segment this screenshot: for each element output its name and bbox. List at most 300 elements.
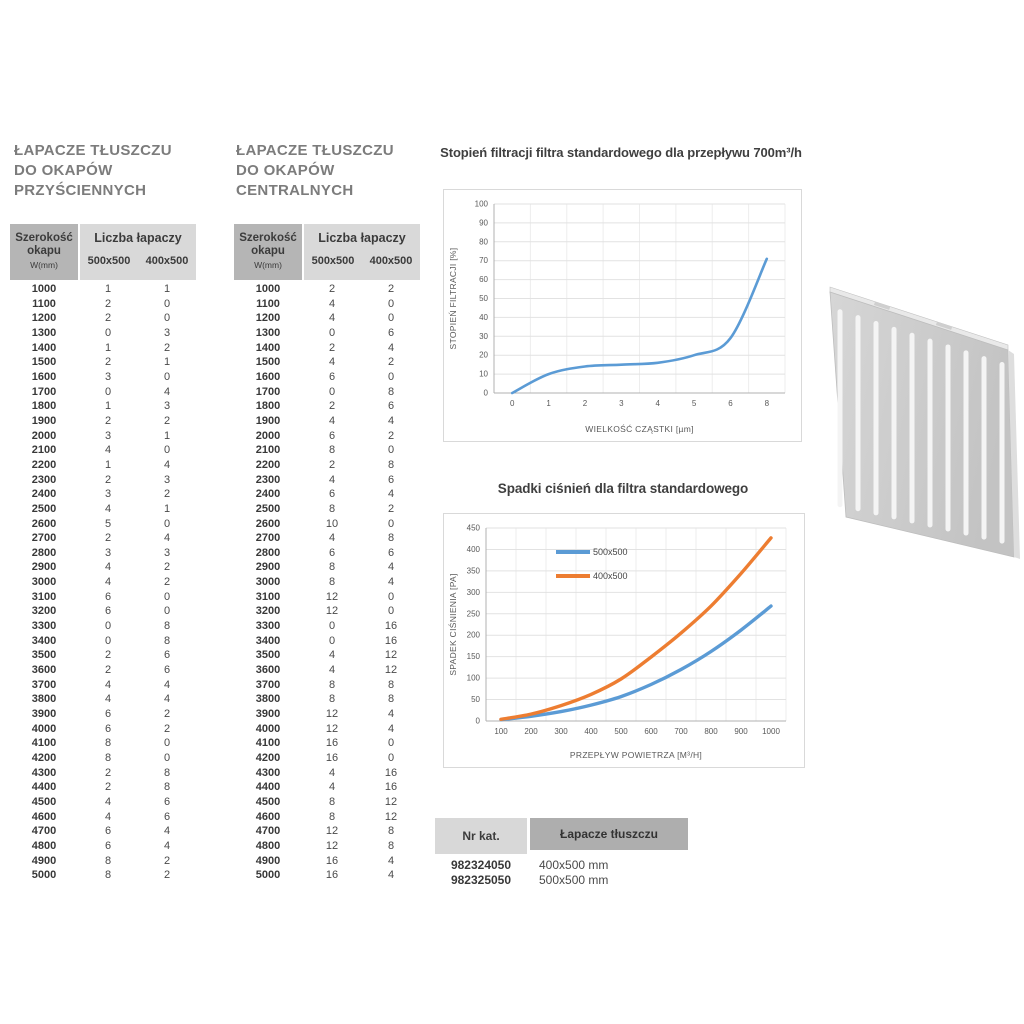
table-cell: 3800 [255, 693, 281, 706]
table-cell: 2 [328, 458, 336, 471]
table-cell: 2800 [255, 546, 281, 559]
table-row [234, 824, 420, 839]
table-row [234, 282, 420, 297]
table-cell: 4 [104, 795, 112, 808]
table-cell: 3 [104, 429, 112, 442]
table-cell: 4 [328, 473, 336, 486]
table-cell: 0 [163, 752, 171, 764]
table-row [10, 575, 196, 590]
catalog-table [435, 818, 691, 888]
table-cell: 2 [328, 341, 336, 354]
table-cell: 1 [104, 458, 112, 471]
table-cell: 4 [104, 444, 112, 457]
table-cell: 4 [104, 810, 112, 823]
table-cell: 0 [163, 297, 171, 310]
table-cell: 4 [387, 488, 395, 501]
table-cell: 5000 [255, 869, 281, 882]
grease-filter-panel-svg [818, 266, 1024, 566]
table-cell: 0 [387, 370, 395, 383]
table-cell: 3700 [255, 678, 281, 691]
table-cell: 982324050 [450, 858, 512, 872]
x-tick-label: 600 [644, 727, 658, 736]
panel-slot [910, 333, 915, 524]
table-cell: 3000 [31, 576, 57, 589]
table-cell: 5 [104, 517, 112, 530]
table-cell: 4 [387, 576, 395, 589]
table-row [10, 560, 196, 575]
x-tick-label: 1000 [762, 727, 780, 736]
table-cell: 1500 [255, 356, 281, 369]
table-row [234, 399, 420, 414]
table-cell: 8 [163, 781, 171, 794]
table-cell: 982325050 [450, 873, 512, 887]
table-cell: 10 [325, 517, 339, 530]
table-row [10, 868, 196, 883]
table-cell: 1 [163, 502, 171, 515]
table-row [234, 678, 420, 693]
table-cell: 2 [104, 532, 112, 545]
wall-table-rows [10, 282, 196, 883]
table-cell: 4100 [31, 737, 57, 750]
table-cell: 0 [163, 590, 171, 603]
table-cell: 4 [387, 414, 395, 427]
filtration-chart-title: Stopień filtracji filtra standardowego dla przepływu 700m³/h [440, 145, 802, 160]
table-row [10, 619, 196, 634]
table-cell: 4 [104, 678, 112, 691]
table-cell: 1400 [255, 341, 281, 354]
table-cell: 2 [387, 429, 395, 442]
table-cell: 2200 [31, 458, 57, 471]
table-cell: 0 [387, 297, 395, 310]
table-row [10, 326, 196, 341]
table-cell: 1300 [255, 326, 281, 339]
table-cell: 6 [104, 605, 112, 618]
y-tick-label: 80 [479, 237, 488, 247]
table-cell: 2 [163, 708, 171, 721]
table-cell: 4200 [255, 752, 281, 764]
table-cell: 16 [384, 620, 398, 633]
col-header-500x500: 500x500 [311, 255, 355, 267]
table-cell: 0 [387, 444, 395, 457]
table-cell: 6 [104, 839, 112, 852]
table-row [10, 824, 196, 839]
table-cell: 3900 [31, 708, 57, 721]
table-cell: 0 [104, 326, 112, 339]
table-cell: 2600 [31, 517, 57, 530]
table-cell: 1900 [255, 414, 281, 427]
table-cell: 3 [104, 370, 112, 383]
table-cell: 8 [328, 561, 336, 574]
table-cell: 8 [328, 444, 336, 457]
table-cell: 0 [163, 444, 171, 457]
table-cell: 6 [104, 825, 112, 838]
table-row [234, 648, 420, 663]
table-cell: 0 [163, 605, 171, 618]
table-cell: 16 [384, 766, 398, 779]
table-cell: 4 [163, 678, 171, 691]
table-row [234, 517, 420, 532]
table-row [10, 341, 196, 356]
table-cell: 0 [387, 605, 395, 618]
table-cell: 4 [163, 458, 171, 471]
table-row [10, 795, 196, 810]
table-cell: 12 [384, 649, 398, 662]
table-row [10, 648, 196, 663]
table-row [10, 751, 196, 766]
catalog-product-header: Łapacze tłuszczu [530, 818, 688, 850]
central-hoods-title [236, 141, 431, 201]
legend-label: 400x500 [593, 571, 628, 581]
panel-slot [928, 339, 933, 528]
y-tick-label: 400 [466, 544, 480, 554]
table-cell: 0 [387, 590, 395, 603]
table-cell: 4800 [31, 839, 57, 852]
table-cell: 2 [387, 356, 395, 369]
table-cell: 2 [104, 356, 112, 369]
table-cell: 1000 [31, 283, 57, 295]
table-cell: 16 [325, 737, 339, 750]
table-row [234, 473, 420, 488]
table-header [10, 224, 196, 280]
y-tick-label: 300 [466, 587, 480, 597]
table-cell: 8 [328, 576, 336, 589]
product-image-grease-filter [818, 266, 1024, 566]
table-cell: 8 [328, 678, 336, 691]
table-cell: 2 [104, 781, 112, 794]
table-cell: 3400 [255, 634, 281, 647]
y-tick-label: 250 [466, 609, 480, 619]
table-cell: 4 [163, 839, 171, 852]
table-cell: 8 [328, 810, 336, 823]
table-cell: 2400 [31, 488, 57, 501]
table-cell: 8 [328, 795, 336, 808]
table-cell: 4500 [31, 795, 57, 808]
table-cell: 3200 [255, 605, 281, 618]
table-row [234, 458, 420, 473]
table-cell: 4 [387, 561, 395, 574]
table-cell: 6 [328, 488, 336, 501]
table-cell: 3 [163, 400, 171, 413]
table-cell: 4300 [255, 766, 281, 779]
y-tick-label: 30 [479, 331, 488, 341]
table-cell: 2300 [31, 473, 57, 486]
table-row [234, 575, 420, 590]
table-cell: 2 [387, 502, 395, 515]
col-header-500x500: 500x500 [87, 255, 131, 267]
x-tick-label: 500 [614, 727, 628, 736]
table-row [234, 546, 420, 561]
table-cell: 3400 [31, 634, 57, 647]
table-row [435, 858, 691, 873]
table-cell: 2400 [255, 488, 281, 501]
table-cell: 4600 [31, 810, 57, 823]
table-row [10, 355, 196, 370]
table-cell: 2 [104, 649, 112, 662]
table-cell: 4 [104, 561, 112, 574]
table-row [234, 707, 420, 722]
x-tick-label: 8 [764, 399, 770, 408]
x-tick-label: 6 [728, 399, 733, 408]
x-axis-title: WIELKOŚĆ CZĄSTKI [µm] [585, 424, 694, 434]
table-cell: 500x500 mm [539, 873, 609, 887]
table-cell: 0 [328, 620, 336, 633]
table-cell: 8 [104, 752, 112, 764]
table-row [234, 604, 420, 619]
table-cell: 2 [163, 869, 171, 882]
table-row [10, 443, 196, 458]
table-cell: 2900 [31, 561, 57, 574]
table-cell: 3 [163, 473, 171, 486]
table-cell: 0 [104, 634, 112, 647]
table-row [234, 531, 420, 546]
table-cell: 16 [325, 869, 339, 882]
table-cell: 3200 [31, 605, 57, 618]
table-cell: 4 [163, 385, 171, 398]
x-axis-title: PRZEPŁYW POWIETRZA [M³/H] [569, 750, 703, 760]
y-tick-label: 50 [471, 695, 480, 705]
table-header [234, 224, 420, 280]
table-cell: 8 [104, 869, 112, 882]
table-row [10, 502, 196, 517]
table-cell: 2 [328, 283, 336, 295]
table-row [10, 517, 196, 532]
panel-slot [964, 350, 969, 535]
y-tick-label: 10 [479, 369, 488, 379]
table-row [10, 414, 196, 429]
table-cell: 3 [104, 488, 112, 501]
width-column-header [234, 224, 302, 280]
table-cell: 16 [325, 854, 339, 867]
table-cell: 4 [387, 854, 395, 867]
table-row [10, 458, 196, 473]
table-row [234, 619, 420, 634]
table-cell: 2 [387, 283, 395, 295]
table-cell: 2 [163, 722, 171, 735]
table-cell: 1200 [255, 312, 281, 325]
table-row [234, 722, 420, 737]
table-cell: 2700 [31, 532, 57, 545]
table-cell: 6 [328, 429, 336, 442]
table-cell: 6 [104, 590, 112, 603]
table-cell: 6 [104, 722, 112, 735]
table-cell: 8 [387, 678, 395, 691]
title-line: DO OKAPÓW [14, 162, 113, 179]
table-cell: 6 [163, 664, 171, 677]
table-cell: 4 [328, 532, 336, 545]
table-cell: 2 [104, 473, 112, 486]
table-cell: 1600 [255, 370, 281, 383]
table-cell: 16 [384, 634, 398, 647]
table-cell: 2500 [255, 502, 281, 515]
table-cell: 3300 [31, 620, 57, 633]
table-cell: 4 [387, 341, 395, 354]
table-cell: 1 [104, 283, 112, 295]
count-column-group [80, 224, 196, 280]
wall-hoods-table [10, 224, 196, 883]
table-cell: 12 [325, 590, 339, 603]
x-tick-label: 1 [546, 399, 551, 408]
legend [556, 547, 628, 581]
y-tick-label: 60 [479, 275, 488, 285]
table-cell: 6 [387, 473, 395, 486]
table-row [234, 297, 420, 312]
catalog-number-header: Nr kat. [435, 818, 527, 854]
table-cell: 2 [163, 561, 171, 574]
table-cell: 1500 [31, 356, 57, 369]
table-cell: 0 [387, 312, 395, 325]
table-row [10, 487, 196, 502]
table-cell: 8 [163, 634, 171, 647]
table-row [10, 839, 196, 854]
table-cell: 12 [325, 708, 339, 721]
table-cell: 2100 [31, 444, 57, 457]
table-row [234, 795, 420, 810]
table-cell: 4 [163, 825, 171, 838]
table-cell: 4 [328, 649, 336, 662]
title-line: CENTRALNYCH [236, 182, 354, 199]
x-tick-label: 200 [524, 727, 538, 736]
table-cell: 1700 [31, 385, 57, 398]
table-row [10, 370, 196, 385]
table-cell: 1300 [31, 326, 57, 339]
table-cell: 8 [104, 854, 112, 867]
table-cell: 4900 [31, 854, 57, 867]
table-cell: 3500 [255, 649, 281, 662]
table-cell: 4300 [31, 766, 57, 779]
table-cell: 1900 [31, 414, 57, 427]
table-cell: 4 [387, 708, 395, 721]
table-cell: 3000 [255, 576, 281, 589]
table-cell: 8 [163, 620, 171, 633]
table-row [10, 531, 196, 546]
table-cell: 2000 [255, 429, 281, 442]
table-cell: 2800 [31, 546, 57, 559]
table-row [10, 707, 196, 722]
table-cell: 4400 [31, 781, 57, 794]
table-cell: 6 [163, 810, 171, 823]
table-row [10, 546, 196, 561]
table-row [234, 810, 420, 825]
central-table-rows [234, 282, 420, 883]
table-cell: 12 [325, 605, 339, 618]
count-column-group [304, 224, 420, 280]
table-row [10, 429, 196, 444]
table-cell: 1 [163, 356, 171, 369]
table-cell: 3100 [255, 590, 281, 603]
width-column-header [10, 224, 78, 280]
table-cell: 4100 [255, 737, 281, 750]
filtration-chart [443, 189, 802, 442]
table-row [10, 297, 196, 312]
table-row [10, 678, 196, 693]
table-cell: 2000 [31, 429, 57, 442]
table-cell: 4700 [31, 825, 57, 838]
table-cell: 2600 [255, 517, 281, 530]
table-cell: 8 [328, 693, 336, 706]
table-row [234, 429, 420, 444]
sub-headers [304, 245, 420, 280]
y-tick-label: 70 [479, 256, 488, 266]
header-text: Szerokość [15, 232, 73, 244]
table-cell: 2 [104, 297, 112, 310]
table-row [234, 341, 420, 356]
table-row [234, 355, 420, 370]
table-row [435, 873, 691, 888]
table-cell: 2 [104, 664, 112, 677]
table-cell: 4 [328, 356, 336, 369]
table-cell: 3600 [255, 664, 281, 677]
table-cell: 0 [104, 385, 112, 398]
panel-slot [856, 315, 861, 511]
table-cell: 0 [328, 326, 336, 339]
table-cell: 12 [384, 664, 398, 677]
table-cell: 1400 [31, 341, 57, 354]
x-tick-label: 5 [691, 399, 697, 408]
y-tick-label: 50 [479, 294, 488, 303]
table-cell: 6 [387, 326, 395, 339]
table-cell: 4200 [31, 752, 57, 764]
table-cell: 2 [163, 414, 171, 427]
table-row [10, 692, 196, 707]
table-cell: 6 [163, 649, 171, 662]
table-cell: 6 [104, 708, 112, 721]
table-cell: 0 [387, 752, 395, 764]
table-cell: 1600 [31, 370, 57, 383]
table-cell: 1 [104, 400, 112, 413]
pressure-chart-title: Spadki ciśnień dla filtra standardowego [497, 481, 749, 496]
table-cell: 2200 [255, 458, 281, 471]
table-row [234, 502, 420, 517]
table-row [234, 487, 420, 502]
table-cell: 2500 [31, 502, 57, 515]
table-cell: 4 [387, 869, 395, 882]
table-cell: 0 [104, 620, 112, 633]
x-tick-label: 300 [554, 727, 568, 736]
table-cell: 3700 [31, 678, 57, 691]
table-row [10, 604, 196, 619]
table-cell: 2100 [255, 444, 281, 457]
table-cell: 2300 [255, 473, 281, 486]
y-tick-label: 100 [466, 673, 480, 683]
table-cell: 1800 [31, 400, 57, 413]
table-row [234, 854, 420, 869]
pressure-chart [443, 513, 805, 768]
group-header: Liczba łapaczy [318, 231, 406, 245]
table-cell: 8 [104, 737, 112, 750]
table-cell: 4500 [255, 795, 281, 808]
table-row [234, 780, 420, 795]
y-axis-title: SPADEK CIŚNIENIA [PA] [448, 573, 458, 676]
table-cell: 1 [163, 283, 171, 295]
table-cell: 6 [328, 370, 336, 383]
table-cell: 0 [328, 385, 336, 398]
x-tick-label: 0 [509, 399, 515, 408]
table-cell: 8 [387, 825, 395, 838]
table-cell: 0 [387, 737, 395, 750]
catalog-header [435, 818, 691, 854]
table-cell: 4 [104, 693, 112, 706]
group-header: Liczba łapaczy [94, 231, 182, 245]
panel-slot [892, 327, 897, 520]
y-tick-label: 350 [466, 566, 480, 576]
x-tick-label: 100 [494, 727, 508, 736]
x-tick-label: 4 [655, 399, 660, 408]
table-row [234, 560, 420, 575]
y-tick-label: 0 [483, 388, 488, 398]
table-cell: 1100 [32, 297, 56, 310]
y-tick-label: 90 [479, 218, 488, 228]
title-line: ŁAPACZE TŁUSZCZU [236, 142, 394, 159]
